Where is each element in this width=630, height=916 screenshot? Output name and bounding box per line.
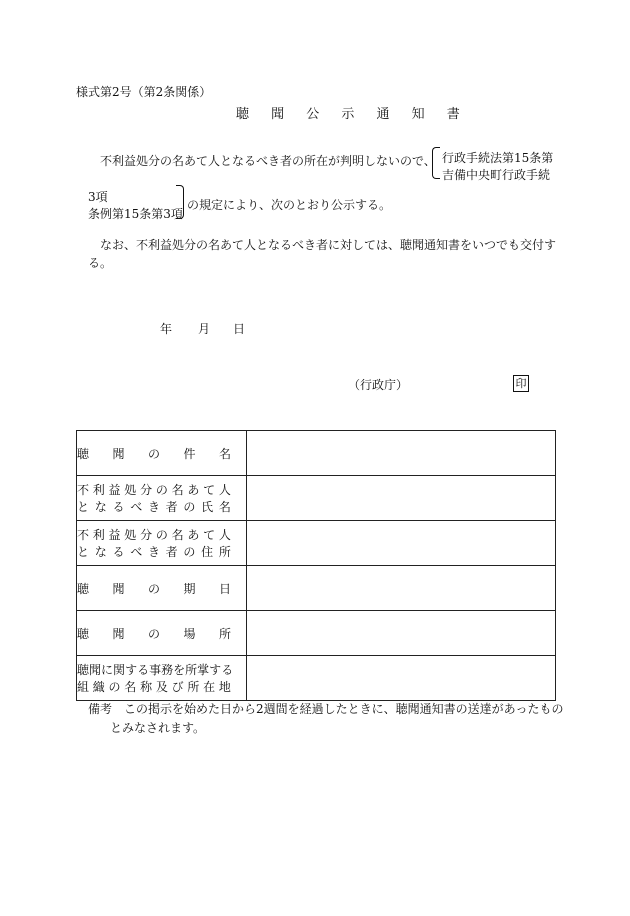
label-char: な — [94, 545, 107, 559]
seal-mark: 印 — [513, 375, 529, 392]
label-char: 不 — [77, 528, 90, 542]
row-label — [77, 431, 247, 476]
label-char: 所 — [218, 626, 231, 641]
label-char: 掌 — [197, 663, 210, 677]
label-char: 利 — [92, 483, 105, 497]
label-char: 所 — [218, 545, 231, 559]
label-char: す — [125, 663, 138, 677]
label-char: 組 — [77, 680, 90, 694]
label-line1 — [77, 481, 231, 498]
table-row — [77, 611, 556, 656]
label-char: 地 — [218, 680, 231, 694]
label-char: 所 — [185, 663, 198, 677]
label-char: 処 — [124, 483, 137, 497]
label-char: 聞 — [112, 581, 125, 596]
label-line2 — [77, 543, 231, 560]
label-char: 利 — [92, 528, 105, 542]
paragraph2-line-1: なお、不利益処分の名あて人となるべき者に対しては、聴聞通知書をいつでも交付す — [100, 238, 557, 252]
label-char: 聞 — [89, 663, 102, 677]
label-line2 — [77, 498, 231, 515]
row-value-cell — [247, 566, 556, 611]
table-row — [77, 431, 556, 476]
label-char: 者 — [165, 500, 178, 514]
brace-line-1: 行政手続法第15条第 — [442, 151, 554, 165]
label-char: の — [155, 483, 168, 497]
label-char: 件 — [183, 446, 196, 461]
label-char: き — [147, 545, 160, 559]
label-char: 聴 — [77, 446, 90, 461]
paragraph1-tail: の規定により、次のとおり公示する。 — [187, 198, 392, 212]
note-line-2: とみなされます。 — [110, 721, 206, 735]
label-char: の — [183, 500, 196, 514]
label-char: あ — [187, 528, 200, 542]
label-char: 人 — [218, 528, 231, 542]
label-char: る — [137, 663, 150, 677]
label-char: 及 — [155, 680, 168, 694]
right-brace-mark — [176, 185, 184, 219]
label-char: 日 — [218, 581, 231, 596]
label-char: る — [112, 500, 125, 514]
label-char: 在 — [203, 680, 216, 694]
row-value-cell — [247, 431, 556, 476]
label-char: 分 — [140, 483, 153, 497]
label-char: べ — [130, 500, 143, 514]
label-char: べ — [130, 545, 143, 559]
label-char: 名 — [171, 483, 184, 497]
label-char: 人 — [218, 483, 231, 497]
label-char: き — [147, 500, 160, 514]
table-row — [77, 566, 556, 611]
label-char: 称 — [140, 680, 153, 694]
label-char: 所 — [187, 680, 200, 694]
form-number: 様式第2号（第2条関係） — [76, 85, 212, 99]
document-title: 聴 聞 公 示 通 知 書 — [236, 107, 469, 122]
label-char: て — [203, 528, 216, 542]
label-line2 — [77, 678, 231, 695]
paragraph1-lead: 不利益処分の名あて人となるべき者の所在が判明しないので、 — [100, 154, 436, 168]
label-line1 — [77, 580, 231, 597]
label-char: 処 — [124, 528, 137, 542]
continuation-line-1: 3項 — [88, 190, 108, 204]
table-row — [77, 476, 556, 521]
continuation-line-2: 条例第15条第3項 — [88, 207, 183, 221]
label-char: 益 — [108, 483, 121, 497]
date-day-label: 日 — [233, 322, 246, 336]
label-char: 不 — [77, 483, 90, 497]
date-month-label: 月 — [198, 322, 211, 336]
row-label — [77, 566, 247, 611]
label-char: 益 — [108, 528, 121, 542]
label-char: 名 — [218, 500, 231, 514]
label-char: 事 — [149, 663, 162, 677]
label-char: て — [203, 483, 216, 497]
row-value-cell — [247, 656, 556, 701]
table-row — [77, 656, 556, 701]
label-char: 聴 — [77, 663, 90, 677]
label-char: 分 — [140, 528, 153, 542]
label-char: な — [94, 500, 107, 514]
label-char: の — [147, 446, 160, 461]
label-char: の — [155, 528, 168, 542]
label-char: 務 — [161, 663, 174, 677]
label-char: び — [171, 680, 184, 694]
label-char: す — [209, 663, 222, 677]
label-char: の — [183, 545, 196, 559]
row-value-cell — [247, 611, 556, 656]
label-line1 — [77, 661, 234, 678]
row-label — [77, 476, 247, 521]
label-line1 — [77, 625, 231, 642]
row-label — [77, 611, 247, 656]
label-char: を — [173, 663, 186, 677]
paragraph2-line-2: る。 — [88, 256, 113, 270]
label-char: 聴 — [77, 581, 90, 596]
row-label — [77, 521, 247, 566]
label-char: 関 — [113, 663, 126, 677]
hearing-info-table — [76, 430, 556, 701]
label-char: と — [77, 500, 90, 514]
label-line1 — [77, 526, 231, 543]
label-char: 聴 — [77, 626, 90, 641]
table-row — [77, 521, 556, 566]
row-value-cell — [247, 521, 556, 566]
brace-line-2: 吉備中央町行政手続 — [442, 168, 551, 182]
label-char: 氏 — [201, 500, 214, 514]
label-char: る — [112, 545, 125, 559]
label-line1 — [77, 445, 231, 462]
note-line-1: 備考 この掲示を始めた日から2週間を経過したときに、聴聞通知書の送達があったもの — [88, 702, 564, 716]
label-char: る — [221, 663, 234, 677]
label-char: 名 — [218, 446, 231, 461]
date-year-label: 年 — [160, 322, 173, 336]
label-char: 織 — [92, 680, 105, 694]
left-brace-mark — [432, 147, 440, 179]
label-char: の — [147, 626, 160, 641]
label-char: と — [77, 545, 90, 559]
label-char: 者 — [165, 545, 178, 559]
label-char: 名 — [171, 528, 184, 542]
agency-label: （行政庁） — [348, 378, 409, 392]
row-value-cell — [247, 476, 556, 521]
label-char: に — [101, 663, 114, 677]
label-char: 名 — [124, 680, 137, 694]
label-char: あ — [187, 483, 200, 497]
label-char: 期 — [183, 581, 196, 596]
label-char: 場 — [183, 626, 196, 641]
label-char: の — [108, 680, 121, 694]
label-char: 聞 — [112, 446, 125, 461]
label-char: 住 — [201, 545, 214, 559]
label-char: 聞 — [112, 626, 125, 641]
label-char: の — [147, 581, 160, 596]
row-label — [77, 656, 247, 701]
